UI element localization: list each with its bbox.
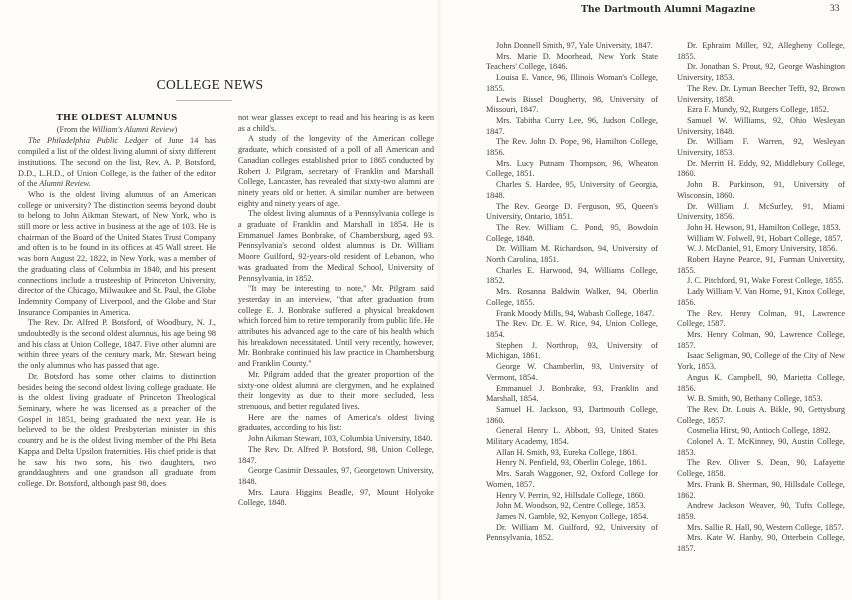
list-item: Charles E. Harwood, 94, Williams College, 1852. <box>486 265 658 286</box>
list-item: Mrs. Kate W. Hanby, 90, Otterbein College, 1857. <box>677 533 845 554</box>
alumni-list-column-1 <box>486 41 658 544</box>
list-item: The Rev. Oliver S. Dean, 90, Lafayette College, 1858. <box>677 458 845 479</box>
list-item: Louisa E. Vance, 96, Illinois Woman's College, 1855. <box>486 73 658 93</box>
article-heading: THE OLDEST ALUMNUS <box>56 112 178 122</box>
page-number: 33 <box>830 4 840 14</box>
list-item: Stephen J. Northrop, 93, University of Michigan, 1861. <box>486 340 658 361</box>
list-item: The Rev. William C. Pond, 95, Bowdoin College, 1848. <box>486 222 658 243</box>
running-head: The Dartmouth Alumni Magazine <box>581 4 756 15</box>
list-item: John M. Woodson, 92, Centre College, 1853. <box>496 501 646 511</box>
article-paragraph-9: Mr. Pilgram added that the greater proportion of the sixty-one oldest alumni are clergymen, and he explained their longevity as due to their more secluded, less strenuous, and better regulated lives. <box>238 369 434 411</box>
list-item: Emmanuel J. Bonbrake, 93, Franklin and Marshall, 1854. <box>486 383 658 404</box>
list-item: John H. Hewson, 91, Hamilton College, 1853. <box>687 222 841 232</box>
list-item: The Rev. John D. Pope, 96, Hamilton College, 1856. <box>486 137 658 158</box>
list-item: Dr. William F. Warren, 92, Wesleyan University, 1853. <box>677 137 845 158</box>
article-paragraph-1 <box>18 136 216 190</box>
list-item: Frank Moody Mills, 94, Wabash College, 1847. <box>496 308 655 318</box>
list-item: Allan H. Smith, 93, Eureka College, 1861. <box>496 447 638 457</box>
list-item: John B. Parkinson, 91, University of Wisconsin, 1860. <box>677 180 845 200</box>
list-item: Angus K. Campbell, 90, Marietta College, 1856. <box>677 372 845 393</box>
article-paragraph-3: The Rev. Dr. Alfred P. Botsford, of Woodbury, N. J., undoubtedly is the second oldest alumnus, his age being 98 and his class at Union College, 1847. Five other alumni are within three years of the century mark, Mr. Stewart being the only alumnus who has passed that age. <box>18 318 216 371</box>
list-item: Dr. William M. Guilford, 92, University of Pennsylvania, 1852. <box>486 522 658 543</box>
list-item: The Rev. Dr. Lyman Beecher Tefft, 92, Brown University, 1858. <box>677 83 845 104</box>
list-item: Mrs. Sarah Waggoner, 92, Oxford College for Women, 1857. <box>486 469 658 489</box>
article-source <box>18 125 216 136</box>
article-paragraph-8: "It may be interesting to note," Mr. Pilgram said yesterday in an interview, "that after graduation from college E. J. Bonbrake suffered a physical breakdown which forced him to retire temporarily from public life. He attributes his advanced age to the care of his health which his breakdown necessitated. Until very recently, however, Mr. Bonbrake continued his law practice in Chambersburg and Franklin County." <box>238 284 434 369</box>
list-item: Ezra F. Mundy, 92, Rutgers College, 1852. <box>687 105 829 115</box>
review-name: Alumni Review. <box>39 179 91 189</box>
section-title: COLLEGE NEWS <box>156 77 264 92</box>
list-item: Mrs. Henry Colman, 90, Lawrence College, 1857. <box>677 329 845 350</box>
list-item: Dr. Ephraim Miller, 92, Allegheny College, 1855. <box>677 41 845 61</box>
list-item: Lewis Bissel Dougherty, 98, University of Missouri, 1847. <box>486 94 658 115</box>
list-item: George Casimir Dessaules, 97, Georgetown University, 1848. <box>238 466 434 486</box>
list-item: Colonel A. T. McKinney, 90, Austin College, 1853. <box>677 437 845 457</box>
list-item: Andrew Jackson Weaver, 90, Tufts College, 1859. <box>677 501 845 521</box>
list-item: W. J. McDaniel, 91, Emory University, 1856. <box>687 244 838 254</box>
article-column-1 <box>18 112 216 490</box>
article-paragraph-5: not wear glasses except to read and his hearing is as keen as a child's. <box>238 113 434 133</box>
list-item: John Aikman Stewart, 103, Columbia University, 1840. <box>248 434 433 444</box>
source-suffix: ) <box>174 124 178 134</box>
article-column-2 <box>238 113 434 509</box>
list-item: J. C. Pitchford, 91, Wake Forest College, 1855. <box>687 276 844 286</box>
title-rule-divider <box>176 100 232 101</box>
list-item: Mrs. Frank B. Sherman, 90, Hillsdale College, 1862. <box>677 479 845 500</box>
list-item: Mrs. Tabitha Curry Lee, 96, Judson College, 1847. <box>486 115 658 136</box>
list-item: Isaac Seligman, 90, College of the City of New York, 1853. <box>677 351 845 372</box>
list-item: Mrs. Lucy Putnam Thompson, 96, Wheaton College, 1851. <box>486 158 658 179</box>
list-item: The Rev. Dr. E. W. Rice, 94, Union College, 1854. <box>486 319 658 339</box>
list-item: John Donnell Smith, 97, Yale University, 1847. <box>496 41 653 50</box>
list-item: Samuel H. Jackson, 93, Dartmouth College, 1860. <box>486 404 658 425</box>
paragraph-text: of June 14 has compiled a list of the oldest living alumni of sixty different institutions. The second on the list, Rev. A. P. Botsford, D.D., L.H.D., of Union College, is the father of the editor of the <box>18 136 216 189</box>
article-paragraph-6: A study of the longevity of the American college graduate, which consisted of a poll of all American and Canadian colleges established prior to 1865 conducted by Robert J. Pilgram, secretary of Franklin and Marshall College, Lancaster, has revealed that sixty-two alumni are ninety years old or better. A similar number are between eighty and ninety years of age. <box>238 134 434 208</box>
article-paragraph-4: Dr. Botsford has some other claims to distinction besides being the second oldest living college graduate. He is the oldest living graduate of Princeton Theological Seminary, where he was licensed as a preacher of the Gospel in 1851, being graduated the next year. He is believed to be the oldest Presbyterian minister in this country and he is the oldest living member of the Phi Beta Kappa and Delta Upsilon fraternities. His chief pride is that he saw his two sons, his two daughters, two granddaughters and one grandson all graduate from college. Dr. Botsford, although past 98, does <box>18 371 216 488</box>
list-item: Mrs. Marie D. Moorhead, New York State Teachers' College, 1846. <box>486 51 658 72</box>
list-item: Mrs. Sallie R. Hall, 90, Western College, 1857. <box>687 522 844 532</box>
list-item: James N. Gamble, 92, Kenyon College, 1854. <box>496 511 649 521</box>
list-item: The Rev. George D. Ferguson, 95, Queen's University, Ontario, 1851. <box>486 201 658 222</box>
list-item: Henry V. Perrin, 92, Hillsdale College, 1860. <box>496 490 646 500</box>
list-item: W. B. Smith, 90, Bethany College, 1853. <box>687 394 823 404</box>
list-item: The Rev. Dr. Louis A. Bikle, 90, Gettysburg College, 1857. <box>677 404 845 425</box>
list-item: Dr. Jonathan S. Prout, 92, George Washington University, 1853. <box>677 62 845 83</box>
list-item: Dr. William M. Richardson, 94, University of North Carolina, 1851. <box>486 244 658 265</box>
list-item: Mrs. Laura Higgins Beadle, 97, Mount Holyoke College, 1848. <box>238 487 434 508</box>
list-item: Mrs. Rosanna Baldwin Walker, 94, Oberlin College, 1855. <box>486 287 658 307</box>
list-item: Robert Hayne Pearce, 91, Furman University, 1855. <box>677 255 845 275</box>
list-item: General Henry L. Abbott, 93, United States Military Academy, 1854. <box>486 426 658 447</box>
list-item: Dr. William J. McSurley, 91, Miami University, 1856. <box>677 201 845 222</box>
alumni-list-column-2 <box>677 41 845 555</box>
list-item: Dr. Merritt H. Eddy, 92, Middlebury College, 1860. <box>677 158 845 179</box>
article-paragraph-7: The oldest living alumnus of a Pennsylvania college is a graduate of Franklin and Marshall in 1854. He is Emmanuel James Bonbrake, of Chambersburg, aged 93. Pennsylvania's second oldest alumnus is Dr. William Moore Guilford, 92-years-old resident of Lebanon, who was graduated from the Medical School, University of Pennsylvania, in 1852. <box>238 209 434 283</box>
newspaper-name: The Philadelphia Public Ledger <box>28 136 149 146</box>
list-item: The Rev. Henry Colman, 91, Lawrence College, 1587. <box>677 308 845 329</box>
list-item: William W. Folwell, 91, Hobart College, 1857. <box>687 233 843 243</box>
article-paragraph-2: Who is the oldest living alumnus of an American college or university? The distinction seems beyond doubt to belong to John Aikman Stewart, of New York, who is still more or less active in business at the age of 103. He is chairman of the Board of the United States Trust Company and often is to be found in its offices at 45 Wall street. He was born August 22, 1822, in New York, was a member of the graduating class of Columbia in 1840, and his present connections include a trusteeship of Princeton University, director of the Chicago, Milwaukee and St. Paul, the Globe Indemnity Company of Liverpool, and the Globe and Star Insurance Companies in America. <box>18 189 216 317</box>
list-item: Henry N. Penfield, 93, Oberlin Colege, 1861. <box>496 458 647 468</box>
list-item: George W. Chamberlin, 93, University of Vermont, 1854. <box>486 362 658 382</box>
list-item: Cosmelia Hirst, 90, Antioch College, 1892. <box>687 426 831 436</box>
list-item: Lady William V. Van Horne, 91, Knox College, 1856. <box>677 287 845 307</box>
source-prefix: (From the <box>56 124 92 134</box>
list-item: The Rev. Dr. Alfred P. Botsford, 98, Union College, 1847. <box>238 444 434 465</box>
list-item: Samuel W. Williams, 92, Ohio Wesleyan University, 1848. <box>677 115 845 136</box>
article-paragraph-10: Here are the names of America's oldest living graduates, according to his list: <box>238 412 434 433</box>
list-item: Charles S. Hardee, 95, University of Georgia, 1848. <box>486 180 658 200</box>
source-publication: William's Alumni Review <box>91 124 175 134</box>
